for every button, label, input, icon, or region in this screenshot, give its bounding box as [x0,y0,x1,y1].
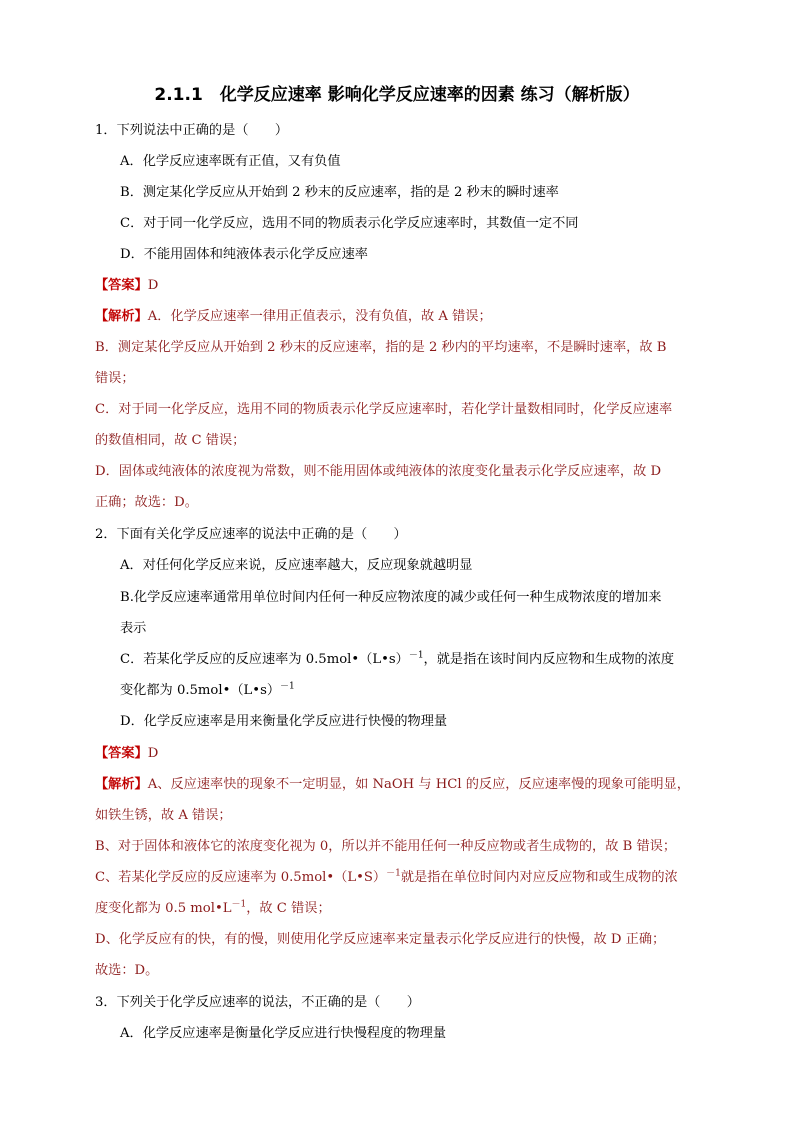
page-title: 2.1.1 化学反应速率 影响化学反应速率的因素 练习（解析版） [154,85,640,105]
answer-value: D [147,278,159,293]
analysis-text: A、反应速率快的现象不一定明显，如 NaOH 与 HCl 的反应，反应速率慢的现象可能明显， [147,777,690,792]
question-1-analysis-line-6: D．固体或纯液体的浓度视为常数，则不能用固体或纯液体的浓度变化量表示化学反应速率，故 D [95,464,662,479]
question-2-option-a: A．对任何化学反应来说，反应速率越大，反应现象就越明显 [120,558,473,573]
exponent: －1 [408,650,424,661]
analysis-tag: 【解析】 [95,777,148,792]
analysis-tag: 【解析】 [95,309,148,324]
answer-tag: 【答案】 [95,278,148,293]
analysis-text: C、若某化学反应的反应速率为 0.5mol•（L•S） [95,870,387,885]
question-2-analysis-line-5 [95,900,331,918]
analysis-text: A．化学反应速率一律用正值表示，没有负值，故 A 错误； [147,309,492,324]
question-1-option-a: A．化学反应速率既有正值，又有负值 [120,154,341,169]
exponent: －1 [231,899,247,910]
question-2-stem: 2．下面有关化学反应速率的说法中正确的是（ ） [95,527,407,542]
question-2-analysis-line-6: D、化学反应有的快，有的慢，则使用化学反应速率来定量表示化学反应进行的快慢，故 D 正确； [95,932,666,947]
option-c-text: 变化都为 0.5mol•（L•s） [120,683,281,698]
analysis-text: 度变化都为 0.5 mol•L [95,901,232,916]
question-1-analysis-line-2: B．测定某化学反应从开始到 2 秒末的反应速率，指的是 2 秒内的平均速率，不是瞬时速率，故 B [95,340,667,355]
question-2-option-c-line-2 [120,682,295,700]
question-2-option-b-line-2: 表示 [120,621,147,636]
option-c-text: C．若某化学反应的反应速率为 0.5mol•（L•s） [120,652,409,667]
analysis-tail: 就是指在单位时间内对应反应物和或生成物的浓 [400,870,678,885]
exponent: －1 [280,681,295,692]
question-1-analysis-line-7: 正确；故选：D。 [95,495,198,510]
question-1-answer [95,277,158,295]
question-2-analysis-line-2: 如铁生锈，故 A 错误； [95,808,232,823]
question-2-option-d: D．化学反应速率是用来衡量化学反应进行快慢的物理量 [120,714,448,729]
exponent: －1 [386,868,401,879]
question-1-analysis-line-3: 错误； [95,371,135,386]
question-2-analysis-line-1 [95,776,690,794]
question-1-option-c: C．对于同一化学反应，选用不同的物质表示化学反应速率时，其数值一定不同 [120,216,579,231]
option-c-tail: ，就是指在该时间内反应物和生成物的浓度 [423,652,675,667]
question-1-analysis-line-4: C．对于同一化学反应，选用不同的物质表示化学反应速率时，若化学计量数相同时，化学反应速率 [95,402,673,417]
question-2-analysis-line-7: 故选：D。 [95,963,159,978]
question-2-answer [95,745,158,763]
answer-tag: 【答案】 [95,746,148,761]
question-2-analysis-line-4 [95,869,678,887]
question-2-option-c-line-1 [120,651,674,669]
question-1-option-b: B．测定某化学反应从开始到 2 秒末的反应速率，指的是 2 秒末的瞬时速率 [120,185,559,200]
question-2-option-b-line-1: B.化学反应速率通常用单位时间内任何一种反应物浓度的减少或任何一种生成物浓度的增加来 [120,590,662,605]
question-1-analysis-line-1 [95,308,492,326]
question-3-option-a: A．化学反应速率是衡量化学反应进行快慢程度的物理量 [120,1026,447,1041]
analysis-tail: ，故 C 错误； [246,901,331,916]
question-1-option-d: D．不能用固体和纯液体表示化学反应速率 [120,247,368,262]
question-1-analysis-line-5: 的数值相同，故 C 错误； [95,433,246,448]
question-1-stem: 1．下列说法中正确的是（ ） [95,123,289,138]
question-2-analysis-line-3: B、对于固体和液体它的浓度变化视为 0，所以并不能用任何一种反应物或者生成物的，故 B 错误； [95,839,677,854]
answer-value: D [147,746,159,761]
question-3-stem: 3．下列关于化学反应速率的说法，不正确的是（ ） [95,995,420,1010]
